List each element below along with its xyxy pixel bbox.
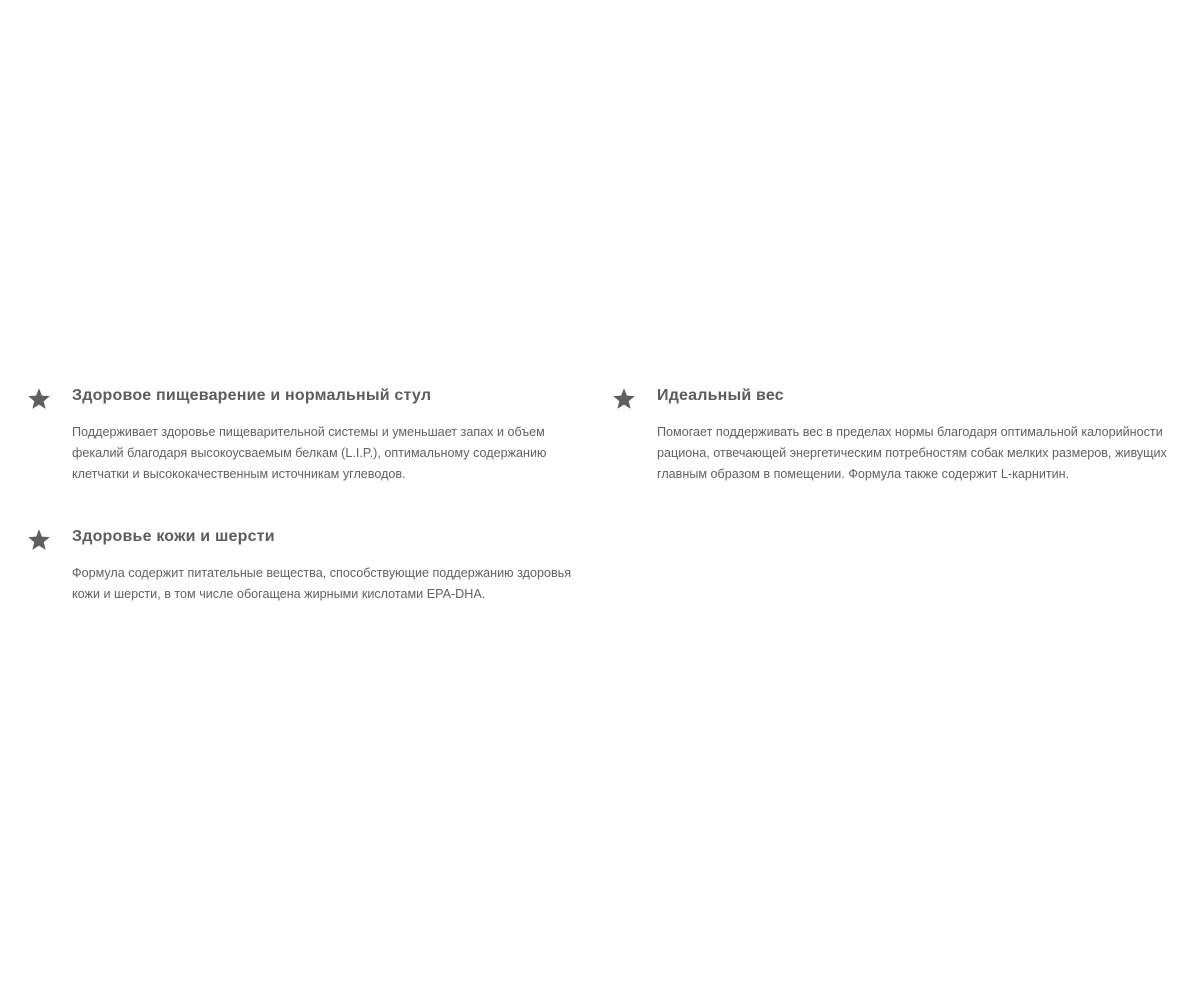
benefit-description: Помогает поддерживать вес в пределах нормы благодаря оптимальной калорийности рациона, отвечающей энергетическим потребностям собак мелких размеров, живущих главным образом в помещении. Формула также содержит L-карнитин. <box>657 425 1167 481</box>
benefit-title: Здоровое пищеварение и нормальный стул <box>72 387 432 404</box>
benefit-title: Здоровье кожи и шерсти <box>72 528 275 545</box>
benefit-description: Поддерживает здоровье пищеварительной системы и уменьшает запах и объем фекалий благодаря высокоусваемым белкам (L.I.P.), оптимальному содержанию клетчатки и высококачественным источникам углеводов. <box>72 425 547 481</box>
benefit-item-weight <box>612 386 1185 485</box>
benefit-description: Формула содержит питательные вещества, способствующие поддержанию здоровья кожи и шерсти, в том числе обогащена жирными кислотами EPA-DHA. <box>72 566 572 601</box>
benefit-item-digestion <box>27 386 590 485</box>
benefit-item-skin-coat <box>27 527 590 605</box>
benefit-text <box>72 386 590 485</box>
benefit-text <box>72 527 590 605</box>
benefit-title: Идеальный вес <box>657 387 784 404</box>
star-icon <box>27 528 51 552</box>
star-icon <box>612 387 636 411</box>
star-icon <box>27 387 51 411</box>
benefit-text <box>657 386 1185 485</box>
